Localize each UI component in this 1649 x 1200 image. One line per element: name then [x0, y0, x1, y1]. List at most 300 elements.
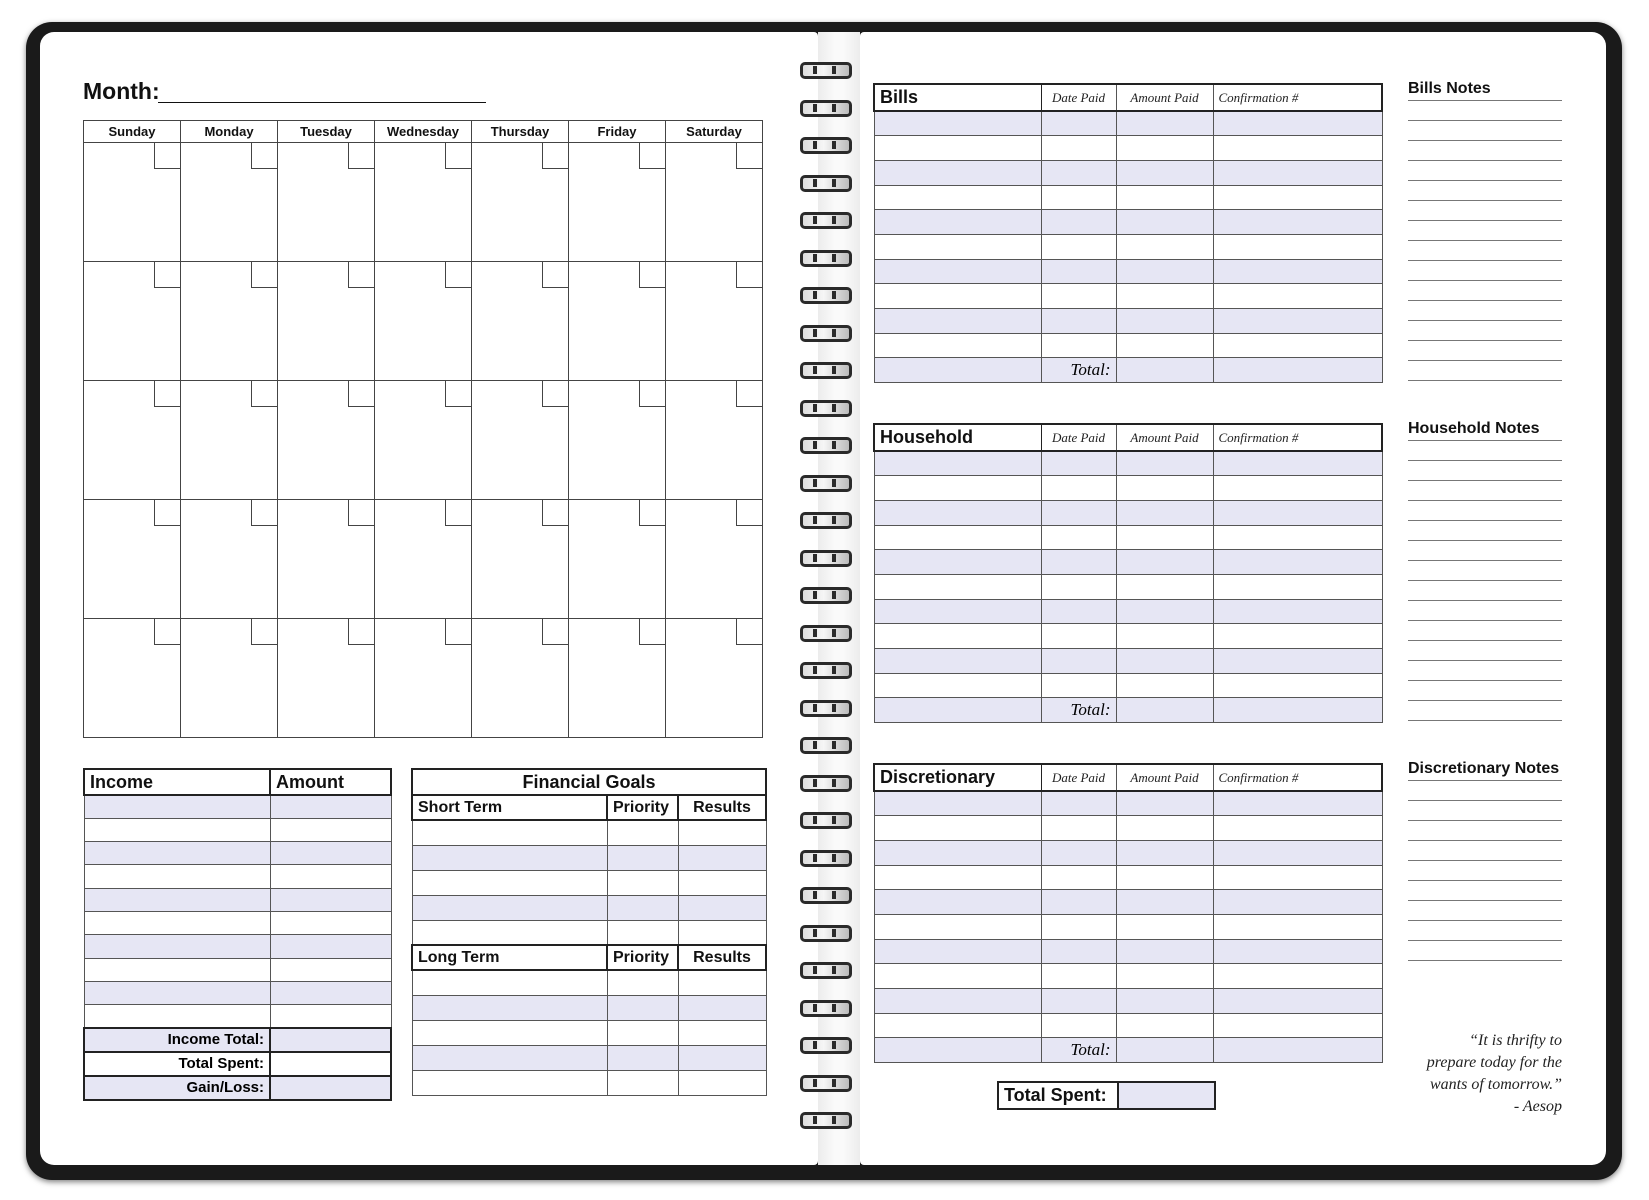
day-number-box[interactable] [251, 262, 277, 288]
note-writing-line[interactable] [1408, 140, 1562, 141]
discretionary-entry-cell[interactable] [874, 840, 1041, 865]
discretionary-entry-cell[interactable] [874, 791, 1041, 816]
income-entry-cell[interactable] [270, 865, 391, 888]
short-term-goal-cell[interactable] [678, 820, 766, 845]
day-number-box[interactable] [154, 381, 180, 407]
note-writing-line[interactable] [1408, 560, 1562, 561]
household-entry-cell[interactable] [1041, 525, 1116, 550]
household-entry-cell[interactable] [1116, 476, 1213, 501]
household-entry-cell[interactable] [1041, 599, 1116, 624]
household-entry-cell[interactable] [1041, 476, 1116, 501]
note-writing-line[interactable] [1408, 300, 1562, 301]
bills-entry-cell[interactable] [874, 210, 1041, 235]
day-number-box[interactable] [154, 500, 180, 526]
day-number-box[interactable] [639, 500, 665, 526]
calendar-day-cell[interactable] [666, 619, 763, 738]
day-number-box[interactable] [445, 143, 471, 169]
short-term-goal-cell[interactable] [678, 845, 766, 870]
calendar-day-cell[interactable] [278, 262, 375, 381]
day-number-box[interactable] [251, 381, 277, 407]
bills-entry-cell[interactable] [1116, 136, 1213, 161]
calendar-day-cell[interactable] [666, 381, 763, 500]
long-term-goal-cell[interactable] [412, 1020, 607, 1045]
short-term-goal-cell[interactable] [607, 870, 678, 895]
bills-entry-cell[interactable] [1041, 210, 1116, 235]
household-entry-cell[interactable] [1041, 451, 1116, 476]
bills-entry-cell[interactable] [1213, 333, 1382, 358]
note-writing-line[interactable] [1408, 500, 1562, 501]
household-entry-cell[interactable] [1213, 550, 1382, 575]
bills-entry-cell[interactable] [1116, 210, 1213, 235]
calendar-day-cell[interactable] [569, 143, 666, 262]
calendar-day-cell[interactable] [375, 500, 472, 619]
long-term-goal-cell[interactable] [678, 1070, 766, 1095]
note-writing-line[interactable] [1408, 380, 1562, 381]
calendar-day-cell[interactable] [569, 619, 666, 738]
household-entry-cell[interactable] [1213, 599, 1382, 624]
calendar-day-cell[interactable] [278, 381, 375, 500]
bills-entry-cell[interactable] [1041, 185, 1116, 210]
note-writing-line[interactable] [1408, 800, 1562, 801]
household-entry-cell[interactable] [874, 500, 1041, 525]
long-term-goal-cell[interactable] [678, 1045, 766, 1070]
note-writing-line[interactable] [1408, 360, 1562, 361]
discretionary-entry-cell[interactable] [1041, 791, 1116, 816]
household-entry-cell[interactable] [1213, 500, 1382, 525]
household-entry-cell[interactable] [1116, 673, 1213, 698]
day-number-box[interactable] [445, 381, 471, 407]
short-term-goal-cell[interactable] [607, 820, 678, 845]
bills-entry-cell[interactable] [1041, 136, 1116, 161]
discretionary-entry-cell[interactable] [1116, 1013, 1213, 1038]
discretionary-entry-cell[interactable] [874, 890, 1041, 915]
note-writing-line[interactable] [1408, 440, 1562, 441]
note-writing-line[interactable] [1408, 660, 1562, 661]
household-entry-cell[interactable] [874, 525, 1041, 550]
calendar-day-cell[interactable] [569, 381, 666, 500]
bills-entry-cell[interactable] [1116, 259, 1213, 284]
note-writing-line[interactable] [1408, 860, 1562, 861]
discretionary-entry-cell[interactable] [1213, 816, 1382, 841]
long-term-goal-cell[interactable] [607, 1070, 678, 1095]
discretionary-entry-cell[interactable] [1116, 939, 1213, 964]
household-entry-cell[interactable] [1116, 500, 1213, 525]
discretionary-entry-cell[interactable] [1213, 840, 1382, 865]
discretionary-entry-cell[interactable] [1041, 865, 1116, 890]
note-writing-line[interactable] [1408, 940, 1562, 941]
calendar-grid [83, 120, 763, 738]
day-number-box[interactable] [736, 262, 762, 288]
income-entry-cell[interactable] [270, 842, 391, 865]
discretionary-entry-cell[interactable] [1041, 840, 1116, 865]
day-number-box[interactable] [251, 143, 277, 169]
bills-entry-cell[interactable] [1041, 234, 1116, 259]
bills-entry-cell[interactable] [874, 309, 1041, 334]
note-writing-line[interactable] [1408, 960, 1562, 961]
bills-entry-cell[interactable] [1041, 284, 1116, 309]
discretionary-entry-cell[interactable] [1213, 791, 1382, 816]
short-term-goal-cell[interactable] [412, 870, 607, 895]
long-term-goal-cell[interactable] [607, 995, 678, 1020]
calendar-day-cell[interactable] [666, 500, 763, 619]
note-writing-line[interactable] [1408, 820, 1562, 821]
household-entry-cell[interactable] [874, 550, 1041, 575]
bills-total-amount[interactable] [1116, 358, 1213, 383]
household-entry-cell[interactable] [1116, 451, 1213, 476]
gain-loss-value[interactable] [270, 1076, 391, 1100]
income-entry-cell[interactable] [270, 818, 391, 841]
income-total-value[interactable] [270, 1028, 391, 1052]
calendar-day-cell[interactable] [84, 262, 181, 381]
discretionary-entry-cell[interactable] [1213, 939, 1382, 964]
bills-entry-cell[interactable] [1213, 111, 1382, 136]
long-term-goal-cell[interactable] [607, 1045, 678, 1070]
discretionary-entry-cell[interactable] [1213, 1013, 1382, 1038]
calendar-day-cell[interactable] [375, 143, 472, 262]
note-writing-line[interactable] [1408, 100, 1562, 101]
note-writing-line[interactable] [1408, 700, 1562, 701]
bills-entry-cell[interactable] [1116, 160, 1213, 185]
long-term-goal-cell[interactable] [412, 1070, 607, 1095]
spiral-ring [800, 625, 852, 642]
bills-entry-cell[interactable] [874, 259, 1041, 284]
bills-entry-cell[interactable] [1213, 309, 1382, 334]
income-entry-cell[interactable] [84, 935, 270, 958]
discretionary-entry-cell[interactable] [874, 865, 1041, 890]
bills-entry-cell[interactable] [874, 333, 1041, 358]
income-entry-cell[interactable] [84, 842, 270, 865]
calendar-day-cell[interactable] [181, 262, 278, 381]
household-entry-cell[interactable] [874, 624, 1041, 649]
bills-entry-cell[interactable] [1213, 185, 1382, 210]
note-writing-line[interactable] [1408, 220, 1562, 221]
note-writing-line[interactable] [1408, 160, 1562, 161]
household-entry-cell[interactable] [1116, 525, 1213, 550]
bills-entry-cell[interactable] [1041, 333, 1116, 358]
long-term-goal-cell[interactable] [607, 970, 678, 995]
discretionary-entry-cell[interactable] [1041, 989, 1116, 1014]
bills-entry-cell[interactable] [874, 160, 1041, 185]
discretionary-entry-cell[interactable] [874, 989, 1041, 1014]
day-number-box[interactable] [639, 143, 665, 169]
household-entry-cell[interactable] [1213, 451, 1382, 476]
household-entry-cell[interactable] [874, 599, 1041, 624]
note-writing-line[interactable] [1408, 340, 1562, 341]
discretionary-entry-row [874, 989, 1382, 1014]
long-term-goal-cell[interactable] [412, 1045, 607, 1070]
note-writing-line[interactable] [1408, 900, 1562, 901]
bills-entry-cell[interactable] [1213, 160, 1382, 185]
short-term-goal-cell[interactable] [678, 895, 766, 920]
short-term-goal-cell[interactable] [412, 820, 607, 845]
long-term-goal-cell[interactable] [678, 970, 766, 995]
day-number-box[interactable] [639, 619, 665, 645]
discretionary-entry-cell[interactable] [1041, 816, 1116, 841]
day-number-box[interactable] [445, 500, 471, 526]
bills-entry-cell[interactable] [1116, 309, 1213, 334]
note-writing-line[interactable] [1408, 460, 1562, 461]
discretionary-entry-cell[interactable] [1041, 939, 1116, 964]
household-entry-cell[interactable] [1213, 476, 1382, 501]
discretionary-entry-cell[interactable] [1116, 865, 1213, 890]
day-number-box[interactable] [154, 143, 180, 169]
household-entry-cell[interactable] [1116, 649, 1213, 674]
calendar-day-cell[interactable] [84, 500, 181, 619]
day-number-box[interactable] [542, 381, 568, 407]
bills-entry-cell[interactable] [874, 185, 1041, 210]
household-entry-cell[interactable] [1116, 550, 1213, 575]
note-writing-line[interactable] [1408, 680, 1562, 681]
day-number-box[interactable] [348, 143, 374, 169]
household-entry-row [874, 550, 1382, 575]
short-term-goal-cell[interactable] [607, 895, 678, 920]
day-number-box[interactable] [348, 381, 374, 407]
bills-entry-cell[interactable] [874, 284, 1041, 309]
day-number-box[interactable] [251, 500, 277, 526]
note-writing-line[interactable] [1408, 640, 1562, 641]
bills-entry-cell[interactable] [1041, 111, 1116, 136]
note-writing-line[interactable] [1408, 780, 1562, 781]
income-entry-cell[interactable] [270, 795, 391, 818]
household-entry-cell[interactable] [1041, 574, 1116, 599]
bills-entry-cell[interactable] [1213, 210, 1382, 235]
note-writing-line[interactable] [1408, 120, 1562, 121]
day-number-box[interactable] [542, 143, 568, 169]
calendar-day-cell[interactable] [181, 500, 278, 619]
note-writing-line[interactable] [1408, 280, 1562, 281]
calendar-day-cell[interactable] [181, 381, 278, 500]
bills-entry-cell[interactable] [1213, 234, 1382, 259]
day-number-box[interactable] [736, 143, 762, 169]
day-number-box[interactable] [542, 619, 568, 645]
bills-entry-cell[interactable] [1116, 333, 1213, 358]
discretionary-entry-cell[interactable] [1041, 1013, 1116, 1038]
bills-entry-cell[interactable] [1213, 136, 1382, 161]
short-term-goal-cell[interactable] [678, 920, 766, 945]
short-term-goal-cell[interactable] [607, 845, 678, 870]
household-entry-cell[interactable] [1213, 673, 1382, 698]
calendar-day-cell[interactable] [472, 619, 569, 738]
bills-entry-cell[interactable] [874, 234, 1041, 259]
calendar-day-cell[interactable] [84, 143, 181, 262]
household-entry-cell[interactable] [1116, 599, 1213, 624]
bills-entry-cell[interactable] [1041, 309, 1116, 334]
short-term-goal-cell[interactable] [412, 920, 607, 945]
calendar-day-cell[interactable] [569, 262, 666, 381]
household-entry-cell[interactable] [1213, 574, 1382, 599]
day-number-box[interactable] [154, 619, 180, 645]
note-writing-line[interactable] [1408, 200, 1562, 201]
short-term-goal-cell[interactable] [678, 870, 766, 895]
calendar-day-cell[interactable] [375, 381, 472, 500]
note-writing-line[interactable] [1408, 320, 1562, 321]
long-term-goal-cell[interactable] [607, 1020, 678, 1045]
household-entry-cell[interactable] [1213, 525, 1382, 550]
calendar-day-cell[interactable] [472, 262, 569, 381]
note-writing-line[interactable] [1408, 600, 1562, 601]
calendar-day-cell[interactable] [375, 262, 472, 381]
discretionary-entry-cell[interactable] [1213, 890, 1382, 915]
bills-entry-cell[interactable] [1041, 160, 1116, 185]
income-entry-cell[interactable] [84, 981, 270, 1004]
household-entry-cell[interactable] [1041, 500, 1116, 525]
household-entry-cell[interactable] [874, 673, 1041, 698]
household-entry-cell[interactable] [1041, 673, 1116, 698]
income-entry-cell[interactable] [270, 888, 391, 911]
calendar-day-cell[interactable] [472, 381, 569, 500]
discretionary-entry-cell[interactable] [1041, 890, 1116, 915]
discretionary-entry-cell[interactable] [874, 1013, 1041, 1038]
calendar-week-row [84, 500, 763, 619]
income-entry-cell[interactable] [84, 911, 270, 934]
day-number-box[interactable] [348, 619, 374, 645]
discretionary-entry-cell[interactable] [1116, 840, 1213, 865]
day-number-box[interactable] [348, 500, 374, 526]
calendar-day-cell[interactable] [278, 619, 375, 738]
income-entry-cell[interactable] [270, 935, 391, 958]
discretionary-total-amount[interactable] [1116, 1038, 1213, 1063]
spiral-ring [800, 662, 852, 679]
income-entry-cell[interactable] [270, 958, 391, 981]
household-entry-cell[interactable] [874, 649, 1041, 674]
discretionary-entry-cell[interactable] [1116, 989, 1213, 1014]
household-entry-cell[interactable] [1116, 574, 1213, 599]
note-writing-line[interactable] [1408, 260, 1562, 261]
calendar-day-cell[interactable] [472, 500, 569, 619]
household-entry-cell[interactable] [1041, 649, 1116, 674]
discretionary-entry-cell[interactable] [1041, 914, 1116, 939]
bills-entry-cell[interactable] [874, 136, 1041, 161]
household-entry-cell[interactable] [1213, 624, 1382, 649]
household-entry-cell[interactable] [1213, 649, 1382, 674]
calendar-day-cell[interactable] [666, 262, 763, 381]
income-entry-cell[interactable] [84, 795, 270, 818]
income-entry-cell[interactable] [270, 911, 391, 934]
discretionary-entry-cell[interactable] [1213, 989, 1382, 1014]
day-number-box[interactable] [542, 500, 568, 526]
discretionary-entry-cell[interactable] [874, 939, 1041, 964]
income-entry-cell[interactable] [270, 1005, 391, 1028]
long-term-goal-cell[interactable] [412, 970, 607, 995]
calendar-day-cell[interactable] [472, 143, 569, 262]
note-writing-line[interactable] [1408, 620, 1562, 621]
short-term-goal-cell[interactable] [412, 845, 607, 870]
calendar-day-cell[interactable] [181, 619, 278, 738]
bills-entry-cell[interactable] [1041, 259, 1116, 284]
day-number-box[interactable] [445, 619, 471, 645]
bills-entry-cell[interactable] [1116, 111, 1213, 136]
short-term-goal-cell[interactable] [412, 895, 607, 920]
long-term-goal-row [412, 1020, 766, 1045]
bills-entry-cell[interactable] [1116, 284, 1213, 309]
discretionary-entry-cell[interactable] [1116, 890, 1213, 915]
grand-total-spent-value[interactable] [1118, 1082, 1215, 1109]
spiral-ring [800, 287, 852, 304]
day-number-box[interactable] [348, 262, 374, 288]
discretionary-entry-cell[interactable] [874, 964, 1041, 989]
bills-entry-cell[interactable] [1213, 284, 1382, 309]
spiral-ring [800, 850, 852, 867]
bills-entry-cell[interactable] [874, 111, 1041, 136]
income-entry-cell[interactable] [84, 888, 270, 911]
day-number-box[interactable] [154, 262, 180, 288]
note-writing-line[interactable] [1408, 520, 1562, 521]
day-number-box[interactable] [736, 500, 762, 526]
household-total-amount[interactable] [1116, 698, 1213, 723]
household-entry-cell[interactable] [1116, 624, 1213, 649]
household-entry-cell[interactable] [1041, 624, 1116, 649]
discretionary-entry-cell[interactable] [1213, 865, 1382, 890]
bills-entry-row [874, 333, 1382, 358]
income-entry-cell[interactable] [84, 958, 270, 981]
household-entry-row [874, 476, 1382, 501]
discretionary-entry-cell[interactable] [1041, 964, 1116, 989]
note-writing-line[interactable] [1408, 920, 1562, 921]
calendar-day-cell[interactable] [84, 381, 181, 500]
calendar-day-cell[interactable] [84, 619, 181, 738]
household-entry-cell[interactable] [874, 574, 1041, 599]
note-writing-line[interactable] [1408, 880, 1562, 881]
income-entry-cell[interactable] [270, 981, 391, 1004]
calendar-day-cell[interactable] [375, 619, 472, 738]
household-entry-cell[interactable] [874, 451, 1041, 476]
day-number-box[interactable] [542, 262, 568, 288]
long-term-goal-cell[interactable] [412, 995, 607, 1020]
discretionary-entry-row [874, 791, 1382, 816]
discretionary-entry-cell[interactable] [874, 816, 1041, 841]
calendar-day-cell[interactable] [181, 143, 278, 262]
calendar-day-cell[interactable] [569, 500, 666, 619]
day-number-box[interactable] [639, 262, 665, 288]
household-entry-cell[interactable] [874, 476, 1041, 501]
income-entry-cell[interactable] [84, 1005, 270, 1028]
total-spent-value[interactable] [270, 1052, 391, 1076]
month-input-line[interactable] [158, 102, 486, 103]
note-writing-line[interactable] [1408, 720, 1562, 721]
calendar-day-cell[interactable] [666, 143, 763, 262]
discretionary-entry-cell[interactable] [1213, 914, 1382, 939]
discretionary-entry-cell[interactable] [1116, 964, 1213, 989]
note-writing-line[interactable] [1408, 580, 1562, 581]
day-number-box[interactable] [445, 262, 471, 288]
bills-entry-cell[interactable] [1213, 259, 1382, 284]
short-term-goal-cell[interactable] [607, 920, 678, 945]
income-entry-cell[interactable] [84, 818, 270, 841]
day-number-box[interactable] [736, 381, 762, 407]
discretionary-entry-cell[interactable] [874, 914, 1041, 939]
note-writing-line[interactable] [1408, 840, 1562, 841]
note-writing-line[interactable] [1408, 180, 1562, 181]
bills-entry-cell[interactable] [1116, 185, 1213, 210]
discretionary-entry-cell[interactable] [1116, 791, 1213, 816]
note-writing-line[interactable] [1408, 480, 1562, 481]
discretionary-entry-cell[interactable] [1116, 914, 1213, 939]
household-entry-cell[interactable] [1041, 550, 1116, 575]
note-writing-line[interactable] [1408, 540, 1562, 541]
day-number-box[interactable] [251, 619, 277, 645]
discretionary-entry-cell[interactable] [1213, 964, 1382, 989]
long-term-goal-cell[interactable] [678, 1020, 766, 1045]
day-number-box[interactable] [736, 619, 762, 645]
discretionary-entry-cell[interactable] [1116, 816, 1213, 841]
note-writing-line[interactable] [1408, 240, 1562, 241]
calendar-day-cell[interactable] [278, 143, 375, 262]
income-entry-cell[interactable] [84, 865, 270, 888]
day-number-box[interactable] [639, 381, 665, 407]
bills-entry-cell[interactable] [1116, 234, 1213, 259]
long-term-goal-cell[interactable] [678, 995, 766, 1020]
calendar-day-cell[interactable] [278, 500, 375, 619]
